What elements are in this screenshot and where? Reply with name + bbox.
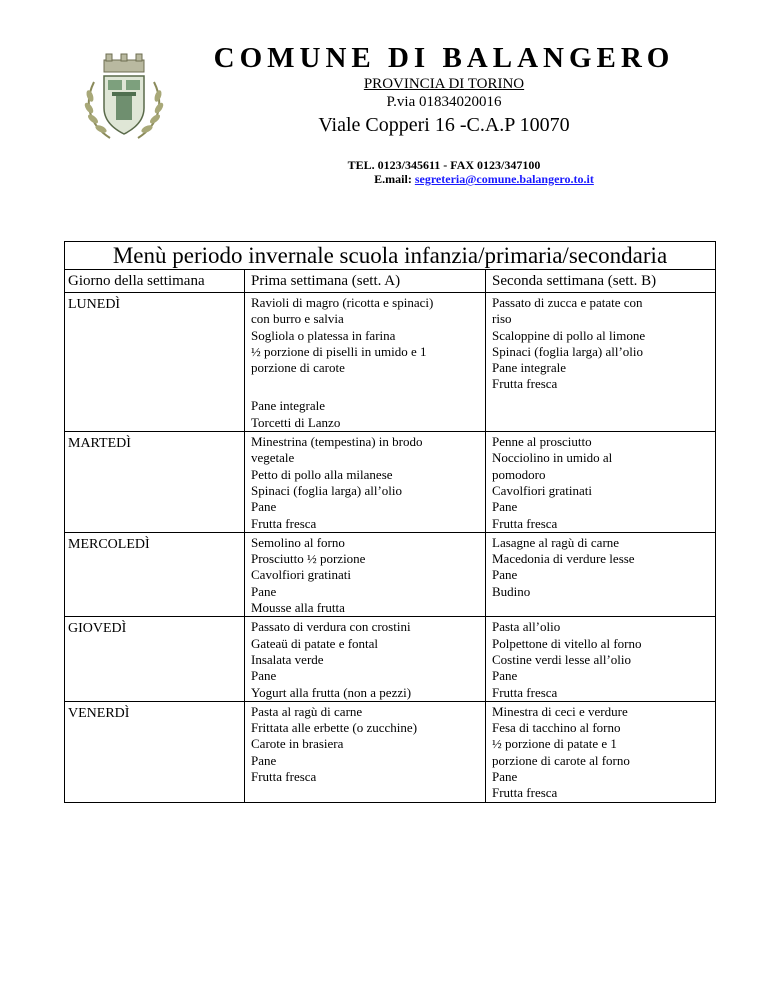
day-cell: LUNEDÌ: [65, 293, 245, 431]
dish-line: Frutta fresca: [251, 769, 317, 785]
menu-rows: [65, 293, 715, 802]
email-label: E.mail:: [374, 172, 412, 186]
dish-line: Passato di zucca e patate con: [492, 295, 643, 310]
dish-line: Macedonia di verdure lesse: [492, 551, 635, 567]
comune-title: COMUNE DI BALANGERO: [213, 42, 675, 74]
table-row: [65, 432, 715, 533]
week-a-cell: [245, 702, 486, 802]
dish-line: Frutta fresca: [251, 515, 317, 531]
dish-line: Passato di verdura con crostini: [251, 619, 411, 635]
dish-line: ½ porzione di patate e 1: [492, 736, 617, 752]
dish-line: Yogurt alla frutta (non a pezzi): [251, 684, 412, 700]
dish-line: pomodoro: [492, 466, 546, 482]
dish-line: Frutta fresca: [492, 515, 558, 531]
week-a-cell: [245, 293, 486, 431]
dish-line: vegetale: [251, 450, 295, 466]
week-a-cell: [245, 533, 486, 616]
dish-line: porzione di carote: [251, 360, 345, 376]
column-header-day: Giorno della settimana: [65, 270, 245, 292]
week-a-cell: [245, 432, 486, 532]
dish-line: riso: [492, 311, 512, 327]
column-header-row: [65, 270, 715, 293]
dish-line: Minestra di ceci e verdure: [492, 703, 628, 719]
table-row: [65, 293, 715, 432]
dish-line: Mousse alla frutta: [251, 600, 345, 616]
dish-line: Spinaci (foglia larga) all’olio: [251, 482, 403, 498]
dish-line: Penne al prosciutto: [492, 434, 592, 450]
dish-line: Frutta fresca: [492, 785, 558, 801]
dish-line: Pane: [492, 567, 518, 583]
table-row: [65, 702, 715, 802]
dish-line: Cavolfiori gratinati: [251, 567, 352, 583]
day-cell: MERCOLEDÌ: [65, 533, 245, 616]
email-line: [100, 172, 768, 187]
tel-fax-label: TEL. 0123/345611 - FAX 0123/347100: [347, 158, 541, 172]
dish-line: Gateaü di patate e fontal: [251, 635, 379, 651]
dish-line: [251, 376, 485, 398]
dish-line: Minestrina (tempestina) in brodo: [251, 434, 423, 450]
dish-line: Pasta all’olio: [492, 619, 561, 635]
dish-line: Petto di pollo alla milanese: [251, 466, 393, 482]
table-row: [65, 533, 715, 617]
piva-label: P.via 01834020016: [386, 94, 502, 110]
dish-line: Costine verdi lesse all’olio: [492, 651, 632, 667]
dish-line: Carote in brasiera: [251, 736, 344, 752]
week-b-cell: [486, 432, 715, 532]
address-label: Viale Copperi 16 -C.A.P 10070: [318, 114, 570, 136]
dish-line: Pane: [251, 499, 277, 515]
week-a-cell: [245, 617, 486, 700]
dish-line: Pane integrale: [251, 398, 325, 414]
dish-line: con burro e salvia: [251, 311, 344, 327]
week-b-cell: [486, 702, 715, 802]
dish-line: Spinaci (foglia larga) all’olio: [492, 343, 644, 359]
dish-line: porzione di carote al forno: [492, 752, 630, 768]
table-row: [65, 617, 715, 701]
dish-line: Pane: [251, 752, 277, 768]
dish-line: Pasta al ragù di carne: [251, 703, 363, 719]
dish-line: Pane: [492, 499, 518, 515]
dish-line: Frutta fresca: [492, 376, 558, 392]
dish-line: Pane: [492, 769, 518, 785]
dish-line: Cavolfiori gratinati: [492, 482, 593, 498]
dish-line: Prosciutto ½ porzione: [251, 551, 366, 567]
day-cell: MARTEDÌ: [65, 432, 245, 532]
dish-line: Insalata verde: [251, 651, 324, 667]
dish-line: Torcetti di Lanzo: [251, 414, 341, 430]
menu-title: Menù periodo invernale scuola infanzia/primaria/secondaria: [65, 242, 715, 270]
dish-line: Pane: [251, 668, 277, 684]
dish-line: Ravioli di magro (ricotta e spinaci): [251, 295, 434, 310]
dish-line: Budino: [492, 583, 531, 599]
week-b-cell: [486, 293, 715, 431]
provincia-label: PROVINCIA DI TORINO: [363, 76, 525, 92]
dish-line: Pane: [251, 583, 277, 599]
menu-table: [64, 241, 716, 803]
dish-line: Nocciolino in umido al: [492, 450, 613, 466]
column-header-week-b: Seconda settimana (sett. B): [492, 273, 657, 289]
day-cell: VENERDÌ: [65, 702, 245, 802]
dish-line: Scaloppine di pollo al limone: [492, 327, 646, 343]
dish-line: Polpettone di vitello al forno: [492, 635, 642, 651]
dish-line: ½ porzione di piselli in umido e 1: [251, 343, 427, 359]
day-cell: GIOVEDÌ: [65, 617, 245, 700]
dish-line: Frittata alle erbette (o zucchine): [251, 720, 418, 736]
dish-line: Sogliola o platessa in farina: [251, 327, 396, 343]
dish-line: Semolino al forno: [251, 534, 345, 550]
column-header-week-a: Prima settimana (sett. A): [245, 270, 486, 292]
dish-line: Lasagne al ragù di carne: [492, 534, 620, 550]
dish-line: Pane integrale: [492, 360, 566, 376]
email-link[interactable]: segreteria@comune.balangero.to.it: [414, 172, 594, 186]
week-b-cell: [486, 617, 715, 700]
dish-line: Pane: [492, 668, 518, 684]
week-b-cell: [486, 533, 715, 616]
dish-line: Fesa di tacchino al forno: [492, 720, 621, 736]
dish-line: Frutta fresca: [492, 684, 558, 700]
